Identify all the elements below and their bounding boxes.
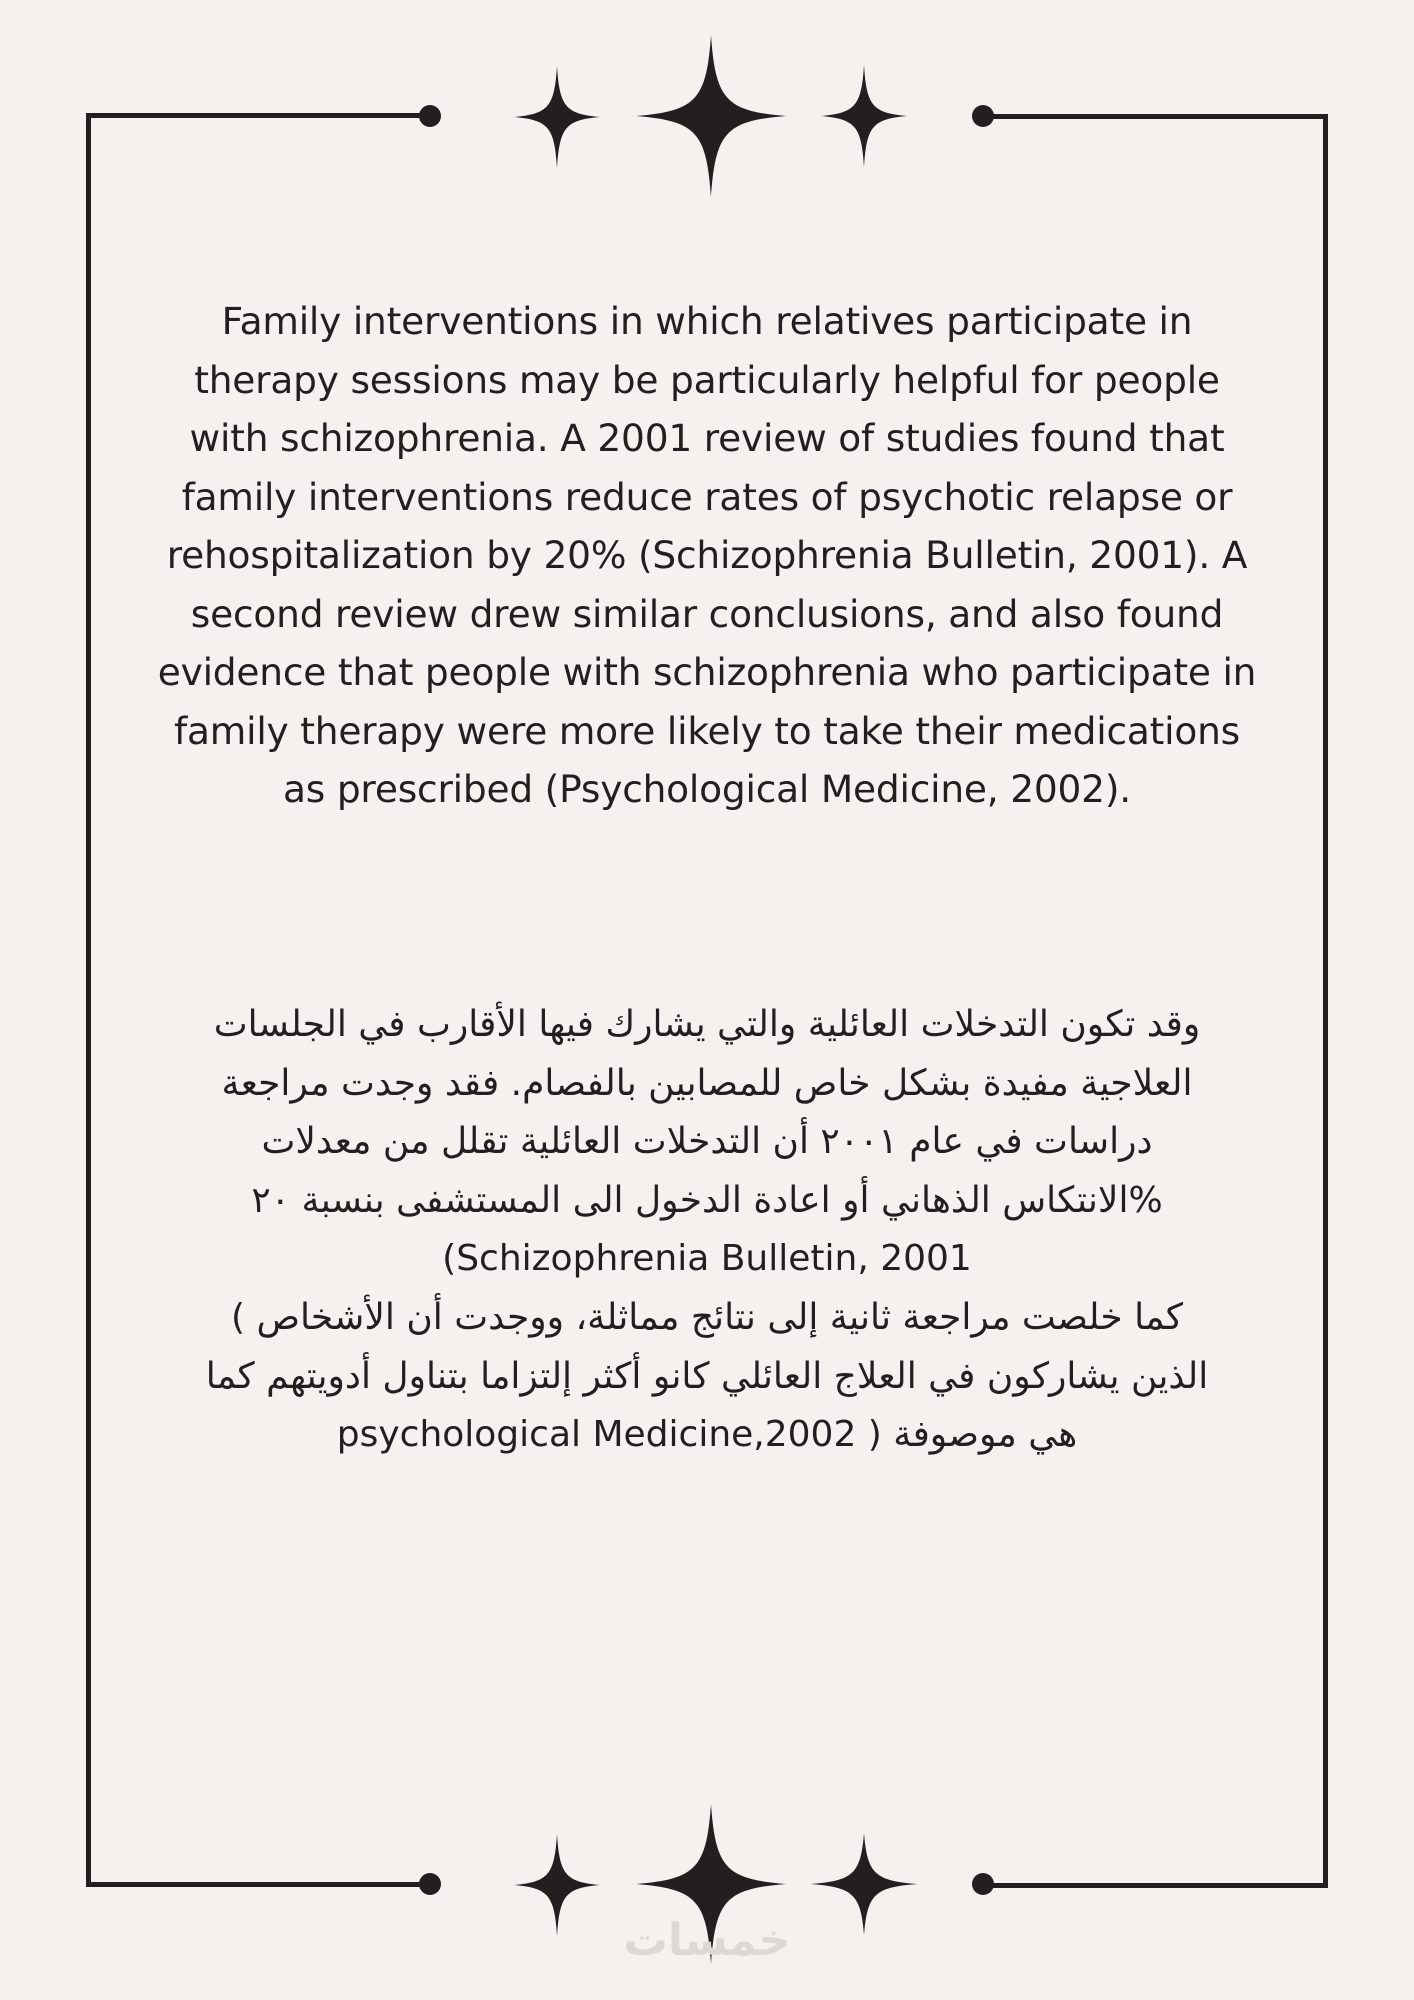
arabic-line: دراسات في عام ٢٠٠١ أن التدخلات العائلية تقلل من معدلات bbox=[261, 1121, 1153, 1163]
english-line: second review drew similar conclusions, and also found bbox=[190, 591, 1224, 636]
frame-bottom-left-dot bbox=[419, 1873, 441, 1895]
sparkle-star-icon bbox=[821, 65, 907, 167]
english-line: therapy sessions may be particularly helpful for people bbox=[194, 357, 1220, 402]
english-line: evidence that people with schizophrenia who participate in bbox=[157, 650, 1257, 694]
sparkle-star-icon bbox=[810, 1833, 918, 1935]
arabic-line: الذين يشاركون في العلاج العائلي كانو أكثر إلتزاما بتناول أدويتهم كما bbox=[205, 1355, 1209, 1397]
frame-top-left-line bbox=[86, 113, 430, 118]
arabic-line: العلاجية مفيدة بشكل خاص للمصابين بالفصام. فقد وجدت مراجعة bbox=[221, 1062, 1193, 1104]
arabic-line: كما خلصت مراجعة ثانية إلى نتائج مماثلة، ووجدت أن الأشخاص ) bbox=[230, 1296, 1184, 1338]
sparkle-star-large-icon bbox=[636, 35, 786, 197]
frame-bottom-right-line bbox=[983, 1883, 1328, 1888]
watermark-logo: خمسات bbox=[623, 1915, 791, 1966]
english-line: Family interventions in which relatives participate in bbox=[221, 299, 1193, 343]
english-line: with schizophrenia. A 2001 review of studies found that bbox=[189, 416, 1225, 460]
english-line: family therapy were more likely to take their medications bbox=[173, 708, 1241, 753]
arabic-paragraph bbox=[110, 996, 1304, 1465]
frame-bottom-left-line bbox=[86, 1882, 430, 1887]
frame-bottom-right-dot bbox=[972, 1873, 994, 1895]
sparkle-star-icon bbox=[514, 66, 600, 168]
english-line: rehospitalization by 20% (Schizophrenia Bulletin, 2001). A bbox=[166, 533, 1248, 577]
frame-top-right-line bbox=[983, 114, 1328, 119]
frame-top-left-dot bbox=[419, 105, 441, 127]
frame-top-right-dot bbox=[972, 105, 994, 127]
english-line: as prescribed (Psychological Medicine, 2002). bbox=[282, 767, 1131, 811]
sparkle-star-icon bbox=[514, 1834, 600, 1936]
frame-right-line bbox=[1323, 114, 1328, 1888]
frame-left-line bbox=[86, 113, 91, 1887]
arabic-line: %الانتكاس الذهاني أو اعادة الدخول الى المستشفى بنسبة ٢٠ bbox=[251, 1179, 1163, 1221]
arabic-citation-line: (Schizophrenia Bulletin, 2001 bbox=[442, 1238, 972, 1280]
arabic-line: وقد تكون التدخلات العائلية والتي يشارك فيها الأقارب في الجلسات bbox=[213, 1004, 1201, 1045]
english-line: family interventions reduce rates of psychotic relapse or bbox=[181, 474, 1233, 519]
english-paragraph bbox=[110, 292, 1304, 819]
arabic-line: هي موصوفة ( psychological Medicine,2002 bbox=[336, 1414, 1078, 1456]
